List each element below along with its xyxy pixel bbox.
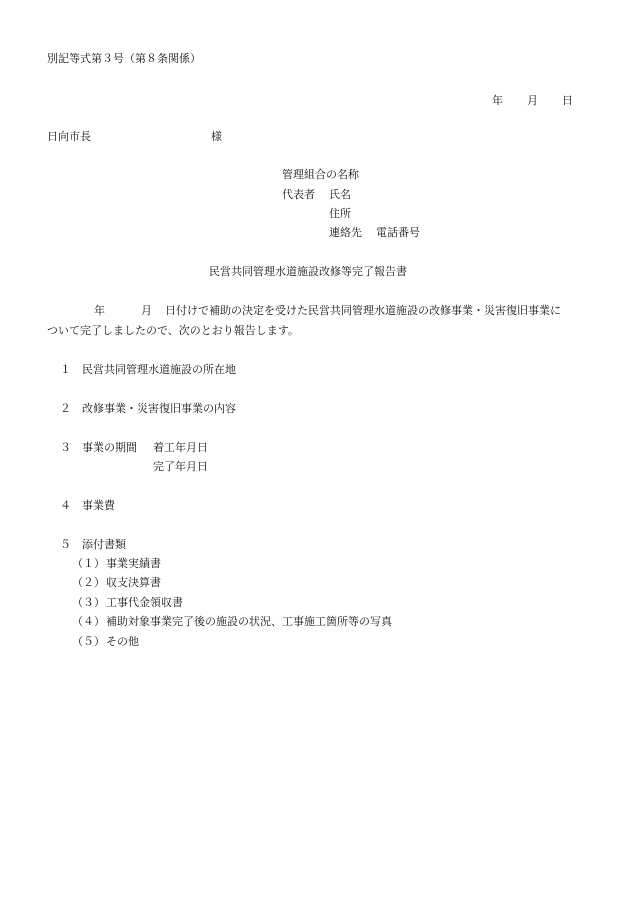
item-3-number: ３ — [60, 441, 71, 454]
representative-name-label: 氏名 — [329, 188, 351, 201]
item-3-start-date-label: 着工年月日 — [153, 441, 208, 454]
item-2-number: ２ — [60, 402, 71, 415]
date-month-label: 月 — [527, 94, 538, 107]
attachment-3-number: （３） — [72, 596, 105, 609]
form-identifier: 別記等式第３号（第８条関係） — [47, 52, 201, 65]
body-month-label: 月 — [141, 304, 152, 317]
item-3-label: 事業の期間 — [82, 441, 137, 454]
attachment-5-number: （５） — [72, 635, 105, 648]
attachment-3 — [72, 596, 183, 610]
attachment-4-number: （４） — [72, 615, 105, 628]
item-5-label: 添付書類 — [82, 538, 126, 551]
attachment-4 — [72, 615, 392, 629]
representative-label: 代表者 — [282, 188, 315, 201]
org-name-label: 管理組合の名称 — [282, 168, 359, 181]
attachment-2-number: （２） — [72, 576, 105, 589]
item-4-label: 事業費 — [82, 499, 115, 512]
item-2 — [60, 402, 236, 416]
item-4-number: ４ — [60, 499, 71, 512]
body-text-line-1: 日付けで補助の決定を受けた民営共同管理水道施設の改修事業・災害復旧事業に — [165, 304, 561, 317]
item-5-number: ５ — [60, 538, 71, 551]
attachment-2 — [72, 576, 161, 590]
item-1 — [60, 363, 236, 377]
address-label: 住所 — [329, 207, 351, 220]
attachment-1-number: （１） — [72, 557, 105, 570]
item-5 — [60, 538, 126, 552]
attachment-1-label: 事業実績書 — [106, 557, 161, 570]
item-1-number: １ — [60, 363, 71, 376]
attachment-3-label: 工事代金領収書 — [106, 596, 183, 609]
item-4 — [60, 499, 115, 513]
attachment-4-label: 補助対象事業完了後の施設の状況、工事施工箇所等の写真 — [106, 615, 392, 628]
addressee-honorific: 様 — [211, 130, 222, 143]
item-2-label: 改修事業・災害復旧事業の内容 — [82, 402, 236, 415]
attachment-1 — [72, 557, 161, 571]
body-year-label: 年 — [94, 304, 105, 317]
phone-label: 電話番号 — [376, 226, 420, 239]
addressee-name: 日向市長 — [47, 130, 91, 143]
contact-label: 連絡先 — [329, 226, 362, 239]
document-title: 民営共同管理水道施設改修等完了報告書 — [209, 265, 407, 278]
date-day-label: 日 — [562, 94, 573, 107]
item-3-end-date-label: 完了年月日 — [153, 460, 208, 473]
item-1-label: 民営共同管理水道施設の所在地 — [82, 363, 236, 376]
date-year-label: 年 — [492, 94, 503, 107]
attachment-5-label: その他 — [106, 635, 139, 648]
attachment-2-label: 収支決算書 — [106, 576, 161, 589]
attachment-5 — [72, 635, 139, 649]
body-text-line-2: ついて完了しましたので、次のとおり報告します。 — [47, 324, 299, 337]
item-3 — [60, 441, 137, 455]
